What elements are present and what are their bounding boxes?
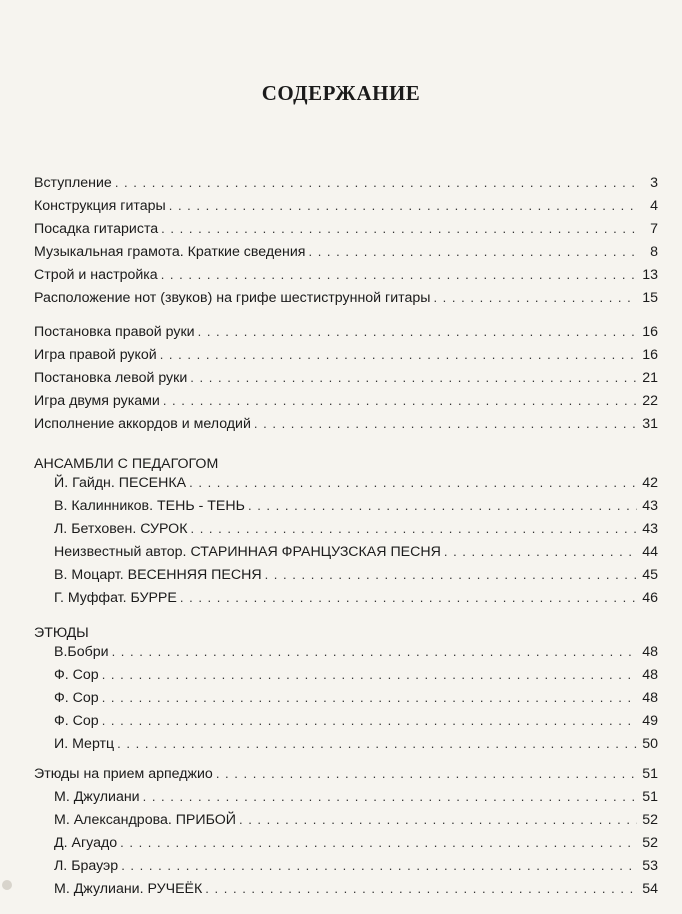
- toc-entry-page: 50: [642, 736, 658, 752]
- leader-dots: [163, 393, 637, 408]
- toc-entry-page: 45: [642, 567, 658, 583]
- toc-entry: [34, 812, 658, 835]
- toc-group-ensembles: [34, 453, 658, 613]
- page-edge-mark: [2, 880, 12, 890]
- toc-entry-page: 48: [642, 667, 658, 683]
- toc-entry-page: 48: [642, 690, 658, 706]
- leader-dots: [117, 736, 637, 751]
- toc-entry-label: Исполнение аккордов и мелодий: [34, 416, 251, 432]
- toc-entry: [34, 835, 658, 858]
- toc-entry-label: Л. Бетховен. СУРОК: [54, 521, 188, 537]
- toc-entry-label: Постановка левой руки: [34, 370, 188, 386]
- toc-entry-page: 3: [650, 175, 658, 191]
- leader-dots: [115, 175, 637, 190]
- toc-entry-page: 16: [642, 347, 658, 363]
- toc-entry-label: М. Джулиани: [54, 789, 140, 805]
- toc-entry: [34, 858, 658, 881]
- toc-entry: [34, 370, 658, 393]
- toc-entry: [34, 267, 658, 290]
- section-heading-etudes: ЭТЮДЫ: [34, 625, 89, 641]
- toc-entry: [34, 475, 658, 498]
- toc-entry-page: 42: [642, 475, 658, 491]
- toc-entry-page: 54: [642, 881, 658, 897]
- toc-entry-label: М. Джулиани. РУЧЕЁК: [54, 881, 203, 897]
- leader-dots: [120, 835, 637, 850]
- toc-group-etudes: [34, 622, 658, 759]
- toc-group-technique: [34, 324, 658, 439]
- toc-entry: [34, 244, 658, 267]
- leader-dots: [444, 544, 637, 559]
- toc-entry: [34, 290, 658, 313]
- toc-entry: [34, 789, 658, 812]
- toc-entry-page: 15: [642, 290, 658, 306]
- leader-dots: [161, 267, 637, 282]
- toc-entry-label: Неизвестный автор. СТАРИННАЯ ФРАНЦУЗСКАЯ ПЕСНЯ: [54, 544, 441, 560]
- leader-dots: [180, 590, 637, 605]
- toc-entry-label: М. Александрова. ПРИБОЙ: [54, 812, 236, 828]
- toc-entry-label: Посадка гитариста: [34, 221, 159, 237]
- toc-entry: [34, 881, 658, 904]
- toc-entry-page: 7: [650, 221, 658, 237]
- leader-dots: [205, 881, 637, 896]
- toc-entry: [34, 644, 658, 667]
- leader-dots: [160, 347, 637, 362]
- leader-dots: [239, 812, 637, 827]
- toc-entry-page: 8: [650, 244, 658, 260]
- toc-entry-label: Ф. Сор: [54, 690, 99, 706]
- toc-group-arpeggio: [34, 766, 658, 904]
- toc-entry-label: Расположение нот (звуков) на грифе шестиструнной гитары: [34, 290, 431, 306]
- toc-entry-label: В. Моцарт. ВЕСЕННЯЯ ПЕСНЯ: [54, 567, 262, 583]
- page-title: СОДЕРЖАНИЕ: [261, 81, 421, 105]
- toc-entry: [34, 198, 658, 221]
- toc-entry-label: Постановка правой руки: [34, 324, 195, 340]
- leader-dots: [433, 290, 637, 305]
- toc-entry-page: 43: [642, 521, 658, 537]
- toc-entry-label: Л. Брауэр: [54, 858, 119, 874]
- toc-entry-page: 49: [642, 713, 658, 729]
- toc-entry-label: Ф. Сор: [54, 713, 99, 729]
- toc-entry-page: 46: [642, 590, 658, 606]
- leader-dots: [254, 416, 637, 431]
- toc-entry-page: 31: [642, 416, 658, 432]
- toc-entry-page: 48: [642, 644, 658, 660]
- toc-entry-page: 51: [642, 789, 658, 805]
- toc-entry: [34, 498, 658, 521]
- toc-entry-label: Й. Гайдн. ПЕСЕНКА: [54, 475, 187, 491]
- toc-entry-page: 21: [642, 370, 658, 386]
- leader-dots: [265, 567, 637, 582]
- leader-dots: [121, 858, 637, 873]
- toc-entry: [34, 416, 658, 439]
- toc-entry: [34, 544, 658, 567]
- toc-entry-label: Д. Агуадо: [54, 835, 118, 851]
- toc-entry-label: Игра правой рукой: [34, 347, 157, 363]
- toc-group-intro: [34, 175, 658, 313]
- toc-entry-label: И. Мертц: [54, 736, 115, 752]
- leader-dots: [248, 498, 637, 513]
- toc-entry: [34, 221, 658, 244]
- toc-entry-label: Этюды на прием арпеджио: [34, 766, 213, 782]
- leader-dots: [102, 690, 637, 705]
- leader-dots: [161, 221, 637, 236]
- toc-entry-page: 43: [642, 498, 658, 514]
- toc-entry: [34, 347, 658, 370]
- toc-entry: [34, 393, 658, 416]
- leader-dots: [308, 244, 637, 259]
- leader-dots: [102, 667, 637, 682]
- toc-entry: [34, 324, 658, 347]
- toc-entry-label: Г. Муффат. БУРРЕ: [54, 590, 177, 606]
- toc-entry: [34, 590, 658, 613]
- toc-entry-page: 13: [642, 267, 658, 283]
- leader-dots: [189, 475, 637, 490]
- toc-entry-label: В. Калинников. ТЕНЬ - ТЕНЬ: [54, 498, 245, 514]
- toc-entry: [34, 736, 658, 759]
- toc-entry-label: В.Бобри: [54, 644, 109, 660]
- section-heading-ensembles: АНСАМБЛИ С ПЕДАГОГОМ: [34, 456, 219, 472]
- toc-entry-page: 22: [642, 393, 658, 409]
- leader-dots: [169, 198, 637, 213]
- toc-entry-page: 51: [642, 766, 658, 782]
- toc-entry-page: 52: [642, 812, 658, 828]
- toc-entry: [34, 690, 658, 713]
- toc-entry-label: Музыкальная грамота. Краткие сведения: [34, 244, 306, 260]
- leader-dots: [102, 713, 637, 728]
- toc-entry: [34, 567, 658, 590]
- toc-entry-label: Строй и настройка: [34, 267, 158, 283]
- toc-entry-label: Вступление: [34, 175, 112, 191]
- toc-entry-page: 52: [642, 835, 658, 851]
- leader-dots: [190, 370, 637, 385]
- toc-entry-page: 44: [642, 544, 658, 560]
- toc-entry-page: 16: [642, 324, 658, 340]
- toc-entry-label: Ф. Сор: [54, 667, 99, 683]
- leader-dots: [143, 789, 637, 804]
- toc-entry: [34, 667, 658, 690]
- toc-entry: [34, 175, 658, 198]
- toc-entry-label: Игра двумя руками: [34, 393, 160, 409]
- toc-entry-page: 53: [642, 858, 658, 874]
- leader-dots: [190, 521, 637, 536]
- toc-entry-label: Конструкция гитары: [34, 198, 166, 214]
- leader-dots: [112, 644, 637, 659]
- leader-dots: [216, 766, 637, 781]
- toc-entry: [34, 766, 658, 789]
- toc-entry: [34, 521, 658, 544]
- toc-entry: [34, 713, 658, 736]
- toc-entry-page: 4: [650, 198, 658, 214]
- leader-dots: [198, 324, 637, 339]
